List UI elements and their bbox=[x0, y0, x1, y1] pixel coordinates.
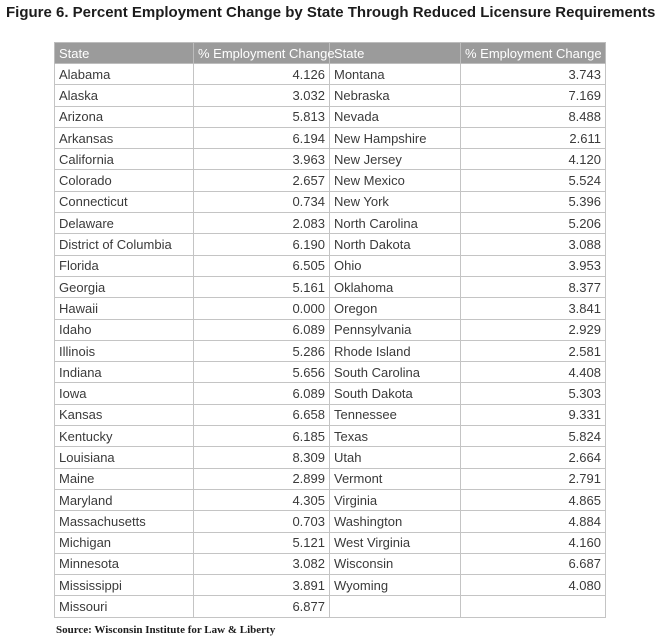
state-cell: Connecticut bbox=[55, 191, 194, 212]
table-row bbox=[55, 106, 606, 127]
state-cell: Washington bbox=[330, 511, 461, 532]
change-cell: 8.377 bbox=[461, 276, 606, 297]
change-cell: 3.743 bbox=[461, 64, 606, 85]
change-cell: 3.963 bbox=[194, 149, 330, 170]
header-state-right: State bbox=[330, 43, 461, 64]
table-row bbox=[55, 234, 606, 255]
state-cell: Pennsylvania bbox=[330, 319, 461, 340]
change-cell: 2.657 bbox=[194, 170, 330, 191]
change-cell: 5.206 bbox=[461, 213, 606, 234]
change-cell: 5.303 bbox=[461, 383, 606, 404]
state-cell: New Hampshire bbox=[330, 127, 461, 148]
table-row bbox=[55, 426, 606, 447]
state-cell: Utah bbox=[330, 447, 461, 468]
state-cell: New York bbox=[330, 191, 461, 212]
table-row bbox=[55, 340, 606, 361]
state-cell: Tennessee bbox=[330, 404, 461, 425]
change-cell: 3.082 bbox=[194, 553, 330, 574]
change-cell: 0.000 bbox=[194, 298, 330, 319]
state-cell bbox=[330, 596, 461, 617]
change-cell: 9.331 bbox=[461, 404, 606, 425]
table-row bbox=[55, 383, 606, 404]
state-cell: Alabama bbox=[55, 64, 194, 85]
state-cell: Oregon bbox=[330, 298, 461, 319]
state-cell: Maine bbox=[55, 468, 194, 489]
state-cell: Massachusetts bbox=[55, 511, 194, 532]
table-row bbox=[55, 149, 606, 170]
state-cell: North Carolina bbox=[330, 213, 461, 234]
state-cell: Ohio bbox=[330, 255, 461, 276]
change-cell: 5.813 bbox=[194, 106, 330, 127]
change-cell: 2.611 bbox=[461, 127, 606, 148]
state-cell: Georgia bbox=[55, 276, 194, 297]
state-cell: Florida bbox=[55, 255, 194, 276]
state-cell: Kansas bbox=[55, 404, 194, 425]
change-cell: 0.734 bbox=[194, 191, 330, 212]
change-cell: 2.083 bbox=[194, 213, 330, 234]
state-cell: Colorado bbox=[55, 170, 194, 191]
state-cell: Idaho bbox=[55, 319, 194, 340]
change-cell: 5.286 bbox=[194, 340, 330, 361]
table-row bbox=[55, 468, 606, 489]
state-cell: California bbox=[55, 149, 194, 170]
table-row bbox=[55, 511, 606, 532]
change-cell: 4.305 bbox=[194, 489, 330, 510]
change-cell: 3.088 bbox=[461, 234, 606, 255]
state-cell: Arkansas bbox=[55, 127, 194, 148]
table-row bbox=[55, 596, 606, 617]
state-cell: Hawaii bbox=[55, 298, 194, 319]
change-cell: 3.032 bbox=[194, 85, 330, 106]
change-cell: 4.865 bbox=[461, 489, 606, 510]
header-change-right: % Employment Change bbox=[461, 43, 606, 64]
state-cell: Arizona bbox=[55, 106, 194, 127]
state-cell: Rhode Island bbox=[330, 340, 461, 361]
table-row bbox=[55, 489, 606, 510]
state-cell: Alaska bbox=[55, 85, 194, 106]
state-cell: South Dakota bbox=[330, 383, 461, 404]
change-cell: 5.121 bbox=[194, 532, 330, 553]
table-row bbox=[55, 532, 606, 553]
change-cell: 6.089 bbox=[194, 383, 330, 404]
state-cell: Nevada bbox=[330, 106, 461, 127]
change-cell: 2.899 bbox=[194, 468, 330, 489]
employment-change-table bbox=[54, 42, 606, 618]
change-cell: 4.160 bbox=[461, 532, 606, 553]
change-cell: 6.194 bbox=[194, 127, 330, 148]
state-cell: Illinois bbox=[55, 340, 194, 361]
header-change-left: % Employment Change bbox=[194, 43, 330, 64]
change-cell: 8.488 bbox=[461, 106, 606, 127]
state-cell: New Mexico bbox=[330, 170, 461, 191]
state-cell: Montana bbox=[330, 64, 461, 85]
change-cell: 6.877 bbox=[194, 596, 330, 617]
table-header-row bbox=[55, 43, 606, 64]
state-cell: North Dakota bbox=[330, 234, 461, 255]
state-cell: Wyoming bbox=[330, 575, 461, 596]
change-cell: 3.891 bbox=[194, 575, 330, 596]
change-cell: 8.309 bbox=[194, 447, 330, 468]
table-row bbox=[55, 191, 606, 212]
figure-title: Figure 6. Percent Employment Change by State Through Reduced Licensure Requirements bbox=[6, 4, 656, 21]
change-cell: 4.126 bbox=[194, 64, 330, 85]
table-row bbox=[55, 362, 606, 383]
change-cell: 5.656 bbox=[194, 362, 330, 383]
change-cell: 4.080 bbox=[461, 575, 606, 596]
source-note: Source: Wisconsin Institute for Law & Liberty bbox=[56, 624, 276, 636]
state-cell: Vermont bbox=[330, 468, 461, 489]
change-cell: 2.791 bbox=[461, 468, 606, 489]
state-cell: Kentucky bbox=[55, 426, 194, 447]
change-cell: 6.658 bbox=[194, 404, 330, 425]
table-row bbox=[55, 298, 606, 319]
table-row bbox=[55, 447, 606, 468]
change-cell: 5.824 bbox=[461, 426, 606, 447]
state-cell: Texas bbox=[330, 426, 461, 447]
change-cell: 6.089 bbox=[194, 319, 330, 340]
state-cell: Louisiana bbox=[55, 447, 194, 468]
state-cell: Virginia bbox=[330, 489, 461, 510]
table-row bbox=[55, 170, 606, 191]
change-cell: 5.524 bbox=[461, 170, 606, 191]
change-cell: 6.190 bbox=[194, 234, 330, 255]
change-cell: 5.161 bbox=[194, 276, 330, 297]
state-cell: Missouri bbox=[55, 596, 194, 617]
state-cell: Oklahoma bbox=[330, 276, 461, 297]
table-row bbox=[55, 553, 606, 574]
state-cell: New Jersey bbox=[330, 149, 461, 170]
state-cell: Mississippi bbox=[55, 575, 194, 596]
table-row bbox=[55, 575, 606, 596]
table-row bbox=[55, 255, 606, 276]
change-cell: 7.169 bbox=[461, 85, 606, 106]
table-row bbox=[55, 213, 606, 234]
table-row bbox=[55, 85, 606, 106]
table-row bbox=[55, 127, 606, 148]
change-cell: 6.505 bbox=[194, 255, 330, 276]
change-cell: 6.185 bbox=[194, 426, 330, 447]
state-cell: Wisconsin bbox=[330, 553, 461, 574]
change-cell: 4.408 bbox=[461, 362, 606, 383]
header-state-left: State bbox=[55, 43, 194, 64]
state-cell: Indiana bbox=[55, 362, 194, 383]
change-cell bbox=[461, 596, 606, 617]
state-cell: Iowa bbox=[55, 383, 194, 404]
change-cell: 3.841 bbox=[461, 298, 606, 319]
change-cell: 2.581 bbox=[461, 340, 606, 361]
state-cell: South Carolina bbox=[330, 362, 461, 383]
table-row bbox=[55, 64, 606, 85]
change-cell: 4.884 bbox=[461, 511, 606, 532]
change-cell: 5.396 bbox=[461, 191, 606, 212]
state-cell: Minnesota bbox=[55, 553, 194, 574]
state-cell: Nebraska bbox=[330, 85, 461, 106]
change-cell: 3.953 bbox=[461, 255, 606, 276]
state-cell: West Virginia bbox=[330, 532, 461, 553]
change-cell: 2.929 bbox=[461, 319, 606, 340]
change-cell: 4.120 bbox=[461, 149, 606, 170]
state-cell: Michigan bbox=[55, 532, 194, 553]
table-row bbox=[55, 319, 606, 340]
change-cell: 0.703 bbox=[194, 511, 330, 532]
state-cell: Delaware bbox=[55, 213, 194, 234]
change-cell: 2.664 bbox=[461, 447, 606, 468]
table-row bbox=[55, 276, 606, 297]
state-cell: Maryland bbox=[55, 489, 194, 510]
change-cell: 6.687 bbox=[461, 553, 606, 574]
state-cell: District of Columbia bbox=[55, 234, 194, 255]
table-row bbox=[55, 404, 606, 425]
